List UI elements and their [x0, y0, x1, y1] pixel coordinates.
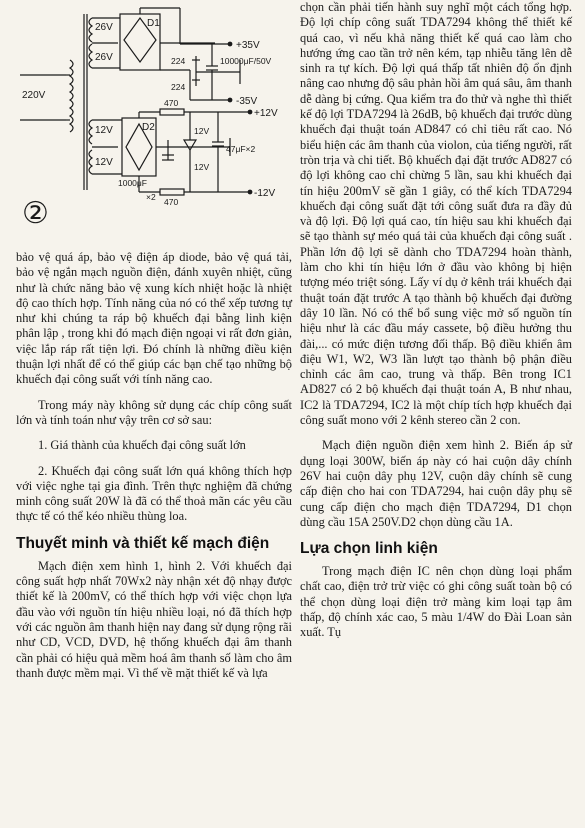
label-220v: 220V	[22, 90, 46, 101]
label-res470-top: 470	[164, 98, 179, 108]
label-plus12: +12V	[254, 108, 278, 119]
left-paragraph-5: Mạch điện xem hình 1, hình 2. Với khuếch đại công suất hợp nhất 70Wx2 này nhận xét độ nhạy được thiết kế là 200mV, có thể thích hợp với việc chọn lựa đầu vào với nguồn tín hiệu nhiều loại, nó đã thích hợp với các nguồn âm thanh hiện nay đang sử dụng rộng rãi như CD, VCD, DVD, hệ thống khuếch đại âm thanh cần phải có hiệu quả mềm hoá âm thanh số làm cho âm thanh được mềm mại. Vì thế về mặt thiết kế và lựa	[16, 558, 292, 680]
label-cap224-b: 224	[171, 82, 186, 92]
label-26v-top: 26V	[95, 22, 113, 33]
label-12v-bottom: 12V	[95, 157, 113, 168]
label-cap1000: 1000μF	[118, 178, 147, 188]
left-paragraph-3: 1. Giá thành của khuếch đại công suất lớn	[38, 438, 246, 453]
label-cap10000: 10000μF/50V	[220, 56, 272, 66]
label-cap224-a: 224	[171, 56, 186, 66]
right-paragraph-2: Mạch điện nguồn điện xem hình 2. Biến áp sử dụng loại 300W, biến áp này có hai cuộn dây chính 26V hai cuộn dây phụ 12V, cuộn dây chính sẽ cung cấp điện cho hai con TDA7294, hai cuộn dây phụ sẽ cung cấp điện cho mạch điện TDA7294, D1 chọn dùng cầu 15A 250V.D2 chọn dùng cầu 1A.	[300, 438, 572, 529]
figure-number-badge	[22, 196, 49, 231]
left-column	[16, 250, 292, 681]
label-minus35: -35V	[236, 96, 258, 107]
label-d2: D2	[142, 122, 155, 133]
label-cap47: 47μF×2	[226, 144, 256, 154]
label-26v-bottom: 26V	[95, 52, 113, 63]
left-paragraph-4: 2. Khuếch đại công suất lớn quá không thích hợp với việc nghe tại gia đình. Trên thực nghiệm đã chứng minh công suất 20W là đã có thể thoả mãn các yêu cầu thực tế có thể kéo nhiều thùng loa.	[16, 463, 292, 524]
figure-number: ②	[22, 196, 49, 231]
label-res470-bottom: 470	[164, 197, 179, 207]
label-plus35: +35V	[236, 40, 260, 51]
right-column	[300, 0, 572, 641]
label-zener-top: 12V	[194, 126, 210, 136]
section-heading-components: Lựa chọn linh kiện	[300, 540, 438, 558]
label-minus12: -12V	[254, 188, 276, 199]
label-cap1000-mult: ×2	[146, 192, 156, 202]
right-paragraph-1: chọn cần phải tiến hành suy nghĩ một cách tổng hợp. Độ lợi chíp công suất TDA7294 không thể thiết kế quá cao, vì nếu khả năng thiết kế quá cao làm cho hướng ứng cao tần trở nên kém, tạp nhiễu tăng lên dễ sinh ra tự kích. Độ lợi quá thấp tất nhiên độ ổn định nâng cao nhưng độ sâu phản hồi âm quá sâu, âm thanh dễ dàng bị cứng. Qua kiểm tra đo thử và nghe thì thiết kế độ lợi TDA7294 là 26dB, bộ khuếch đại trước dùng khuếch đại thuật toán AD847 có chỉ tiêu rất cao. Nó biểu hiện các âm thanh của violon, của tiếng người, rất tròn trịa và chi tiết. Bộ khuếch đại đặt trước AD827 có độ lợi không cao chỉ chừng 5 lần, sau khi khuếch đại tín hiệu 200mV sẽ gần 1 giây, có thể kích TDA7294 khuếch đại công suất đặt tới công suất đưa ra đầy đủ và độ lợi. Độ lợi quá cao, tín hiệu sau khi khuếch đại sẽ tạo thành sự méo quá tải của khuếch đại công suất . Phần lớn độ lợi sẽ dành cho TDA7294 hoàn thành, làm cho khi tín hiệu lớn ở đầu vào không bị hiện tượng méo triệt sóng. Lấy ví dụ ở kênh trái khuếch đại thuật toán đặt trước A tạo thành bộ khuếch đại đường dây 10 lần. Nó có thể bổ sung việc mở số nguồn tín hiệu như là các đầu máy cassete, bộ điều hưởng thu đài,... có mức điện tương đối thấp. Bộ điều khiển âm điệu W1, W2, W3 lần lượt tạo thành bộ phận điều chỉnh các âm cao, trung và thấp. Bên trong IC1 AD827 có 2 bộ khuếch đại thuật toán A, B như nhau, IC2 là TDA7294, IC2 là một chíp tích hợp khuếch đại công suất mono với 2 kênh stereo cần 2 con.	[300, 0, 573, 428]
right-paragraph-3: Trong mạch điện IC nên chọn dùng loại phẩm chất cao, điện trở trừ việc có ghi công suất toàn bộ có thể chọn dùng loại điện trở màng kim loại tạp âm thấp, độ chính xác cao, 5 màu 1/4W do Đài Loan sản xuất. Tụ	[300, 564, 572, 640]
label-d1: D1	[147, 18, 160, 29]
left-paragraph-1: bảo vệ quá áp, bảo vệ điện áp diode, bảo vệ quá tải, bảo vệ ngắn mạch nguồn điện, đánh xuyên nhiệt, cũng như là chức năng bảo vệ xung kích nhiệt hoặc là nhiệt độ cao thích hợp. Tính năng của nó có thể xếp tương tự như khi chúng ta ráp bộ khuếch đại bằng linh kiện phân lập , trong khi đó mạch điện ngoại vi rất đơn giản, việc lắp ráp rất tiện lợi. Đó chính là những điều kiện thuận lợi nhất để có thể giúp các bạn chế tạo những bộ khuếch đại công suất với tính năng cao.	[16, 250, 292, 387]
power-supply-circuit-diagram	[0, 0, 292, 248]
label-zener-bottom: 12V	[194, 162, 210, 172]
left-paragraph-2: Trong máy này không sử dụng các chíp công suất lớn và tính toán như vậy trên cơ sở sau:	[16, 397, 292, 427]
section-heading-design: Thuyết minh và thiết kế mạch điện	[16, 534, 270, 552]
label-12v-top: 12V	[95, 125, 113, 136]
